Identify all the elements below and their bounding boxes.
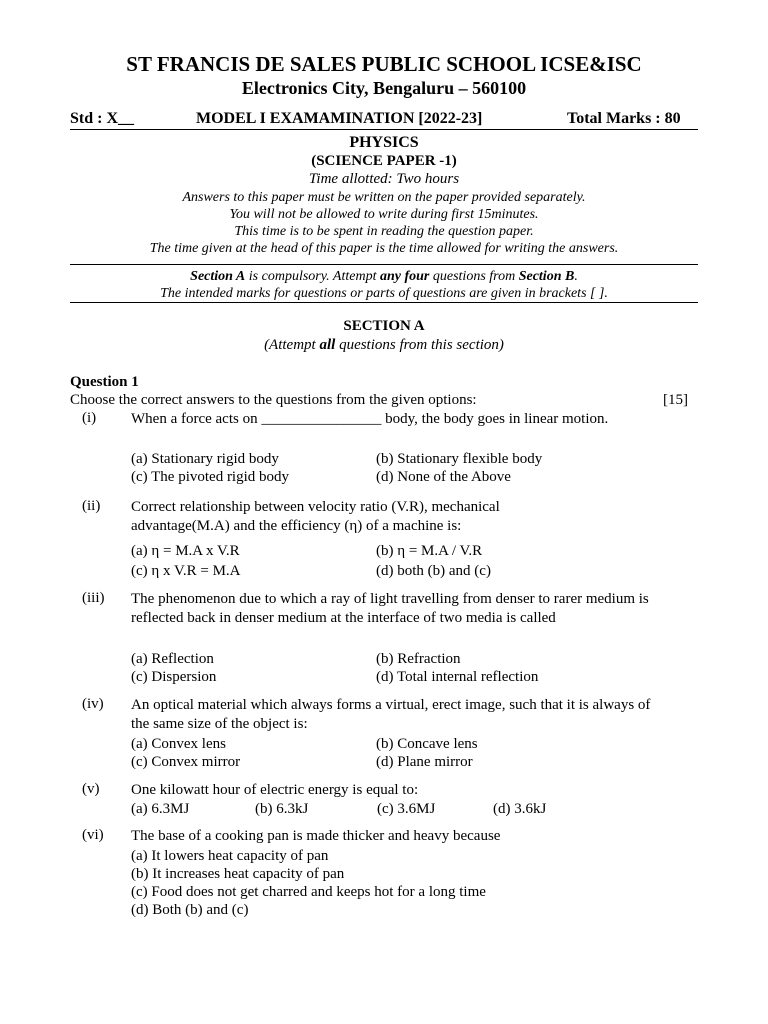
total-marks: Total Marks : 80	[567, 110, 681, 127]
option: (c) Convex mirror	[131, 754, 241, 770]
instruction-line: Answers to this paper must be written on the paper provided separately.	[182, 190, 586, 205]
std-label: Std : X__	[70, 110, 135, 127]
item-text: One kilowatt hour of electric energy is equal to:	[131, 782, 419, 798]
paper-title: (SCIENCE PAPER -1)	[311, 153, 457, 169]
option: (c) The pivoted rigid body	[131, 469, 290, 485]
section-a-ref: Section A	[190, 269, 246, 284]
option: (b) Concave lens	[376, 736, 478, 752]
option: (d) Both (b) and (c)	[131, 902, 249, 918]
question-title: Question 1	[70, 374, 139, 390]
option: (a) It lowers heat capacity of pan	[131, 848, 329, 864]
option: (b) η = M.A / V.R	[376, 543, 483, 559]
section-b-ref: Section B	[518, 269, 575, 284]
item-text: Correct relationship between velocity ratio (V.R), mechanical advantage(M.A) and the efficiency (η) of a machine is:	[131, 499, 500, 534]
question-prompt: Choose the correct answers to the questions from the given options:	[70, 392, 477, 408]
item-text: The base of a cooking pan is made thicker and heavy because	[131, 828, 501, 844]
option: (d) 3.6kJ	[493, 801, 547, 817]
item-number: (iii)	[82, 590, 105, 606]
school-name: ST FRANCIS DE SALES PUBLIC SCHOOL ICSE&ISC	[126, 52, 642, 76]
option: (c) η x V.R = M.A	[131, 563, 241, 579]
option: (a) 6.3MJ	[131, 801, 190, 817]
subject-title: PHYSICS	[349, 134, 419, 151]
option: (c) 3.6MJ	[377, 801, 436, 817]
instruction-line: The time given at the head of this paper is the time allowed for writing the answers.	[149, 241, 619, 256]
option: (a) Stationary rigid body	[131, 451, 279, 467]
option: (d) Plane mirror	[376, 754, 473, 770]
option: (c) Food does not get charred and keeps hot for a long time	[131, 884, 486, 900]
option: (d) None of the Above	[376, 469, 511, 485]
option: (d) Total internal reflection	[376, 669, 539, 685]
question-marks: [15]	[663, 392, 688, 408]
item-number: (ii)	[82, 498, 101, 514]
item-text: The phenomenon due to which a ray of light travelling from denser to rarer medium is reflected back in denser medium at the interface of two media is called	[131, 591, 649, 626]
option: (a) Convex lens	[131, 736, 226, 752]
time-allotted: Time allotted: Two hours	[308, 171, 460, 187]
option: (a) η = M.A x V.R	[131, 543, 240, 559]
instruction-line: You will not be allowed to write during first 15minutes.	[229, 207, 539, 222]
option: (b) Refraction	[376, 651, 461, 667]
section-subtitle: (Attempt all questions from this section)	[264, 337, 504, 353]
item-number: (iv)	[82, 696, 104, 712]
exam-title: MODEL I EXAMAMINATION [2022-23]	[196, 110, 483, 127]
section-title: SECTION A	[343, 318, 425, 334]
option: (a) Reflection	[131, 651, 214, 667]
option: (b) Stationary flexible body	[376, 451, 543, 467]
item-number: (v)	[82, 781, 100, 797]
box-top-rule	[70, 264, 698, 265]
header-rule	[70, 129, 698, 130]
any-four-ref: any four	[379, 269, 430, 284]
option: (b) It increases heat capacity of pan	[131, 866, 345, 882]
item-text: When a force acts on ________________ body, the body goes in linear motion.	[131, 411, 609, 427]
school-address: Electronics City, Bengaluru – 560100	[241, 78, 527, 98]
option: (b) 6.3kJ	[255, 801, 309, 817]
compulsory-note: Section A is compulsory. Attempt any four questions from Section B.	[190, 269, 578, 284]
box-bottom-rule	[70, 302, 698, 303]
item-number: (i)	[82, 410, 97, 426]
marks-note: The intended marks for questions or parts of questions are given in brackets [ ].	[160, 286, 608, 301]
item-number: (vi)	[82, 827, 104, 843]
instruction-line: This time is to be spent in reading the question paper.	[234, 224, 534, 239]
item-text: An optical material which always forms a virtual, erect image, such that it is always of the same size of the object is:	[131, 697, 651, 732]
option: (c) Dispersion	[131, 669, 217, 685]
option: (d) both (b) and (c)	[376, 563, 491, 579]
